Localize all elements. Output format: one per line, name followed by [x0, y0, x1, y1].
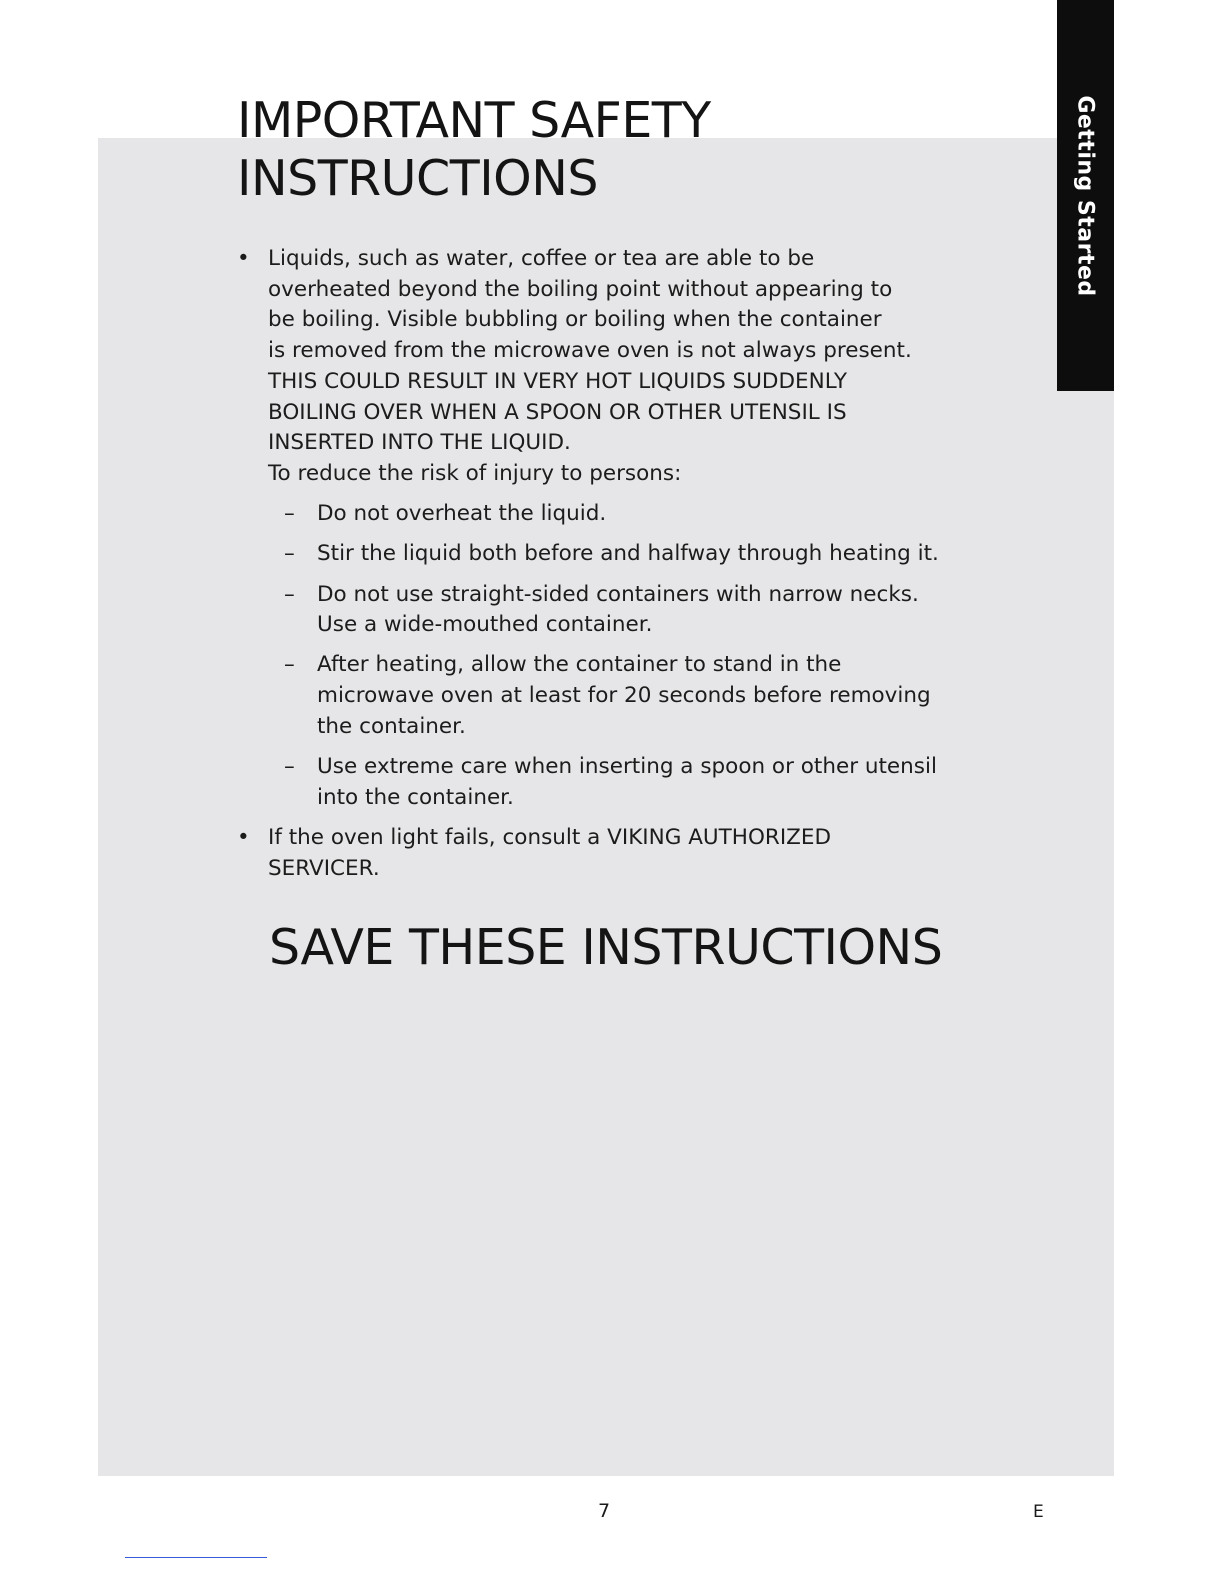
sub-item-text-line: Use a wide-mouthed container. [317, 612, 653, 638]
bullet-text-line: To reduce the risk of injury to persons: [268, 460, 682, 486]
sub-item-text-line: After heating, allow the container to stand in the [317, 652, 842, 678]
sub-instructions-list [237, 499, 997, 813]
language-marker: E [1033, 1502, 1044, 1522]
bullet-item-oven-light [237, 823, 997, 884]
bullet-text-line: BOILING OVER WHEN A SPOON OR OTHER UTENSIL IS [268, 399, 847, 425]
page-title [237, 92, 711, 208]
bullet-text-line: overheated beyond the boiling point without appearing to [268, 276, 893, 302]
dash-icon: – [284, 652, 295, 678]
sub-item [237, 539, 997, 570]
sub-item [237, 499, 997, 530]
bullet-icon: • [237, 824, 250, 850]
bullet-item-liquids [237, 244, 997, 490]
sub-item-text-line: Stir the liquid both before and halfway through heating it. [317, 541, 939, 567]
page-title-line: INSTRUCTIONS [237, 150, 598, 207]
bullet-text-line: Liquids, such as water, coffee or tea are able to be [268, 246, 815, 271]
dash-icon: – [284, 754, 295, 780]
bullet-text-line: THIS COULD RESULT IN VERY HOT LIQUIDS SUDDENLY [268, 368, 847, 394]
bullet-icon: • [237, 246, 250, 271]
section-tab-label: Getting Started [1072, 95, 1098, 297]
page-title-line: IMPORTANT SAFETY [237, 92, 711, 149]
sub-item-text-line: Do not overheat the liquid. [317, 501, 607, 527]
sub-item-text-line: the container. [317, 713, 466, 739]
sub-item-text-line: Use extreme care when inserting a spoon or other utensil [317, 754, 937, 780]
sub-item-text-line: into the container. [317, 784, 514, 810]
sub-item-text-line: Do not use straight-sided containers with narrow necks. [317, 581, 919, 607]
footer-rule [125, 1557, 267, 1558]
bullet-text-line: SERVICER. [268, 855, 380, 881]
sub-item [237, 580, 997, 641]
sub-item-text-line: microwave oven at least for 20 seconds before removing [317, 683, 931, 709]
safety-instructions-list [237, 244, 997, 884]
bullet-text-line: is removed from the microwave oven is not always present. [268, 338, 912, 364]
dash-icon: – [284, 541, 295, 567]
dash-icon: – [284, 581, 295, 607]
bullet-text-line: INSERTED INTO THE LIQUID. [268, 430, 571, 456]
sub-item [237, 650, 997, 742]
bullet-text-line: If the oven light fails, consult a VIKING AUTHORIZED [268, 824, 832, 850]
save-instructions-heading: SAVE THESE INSTRUCTIONS [269, 919, 943, 976]
dash-icon: – [284, 501, 295, 527]
sub-item [237, 752, 997, 813]
page-number: 7 [598, 1500, 611, 1522]
bullet-text-line: be boiling. Visible bubbling or boiling when the container [268, 307, 882, 333]
